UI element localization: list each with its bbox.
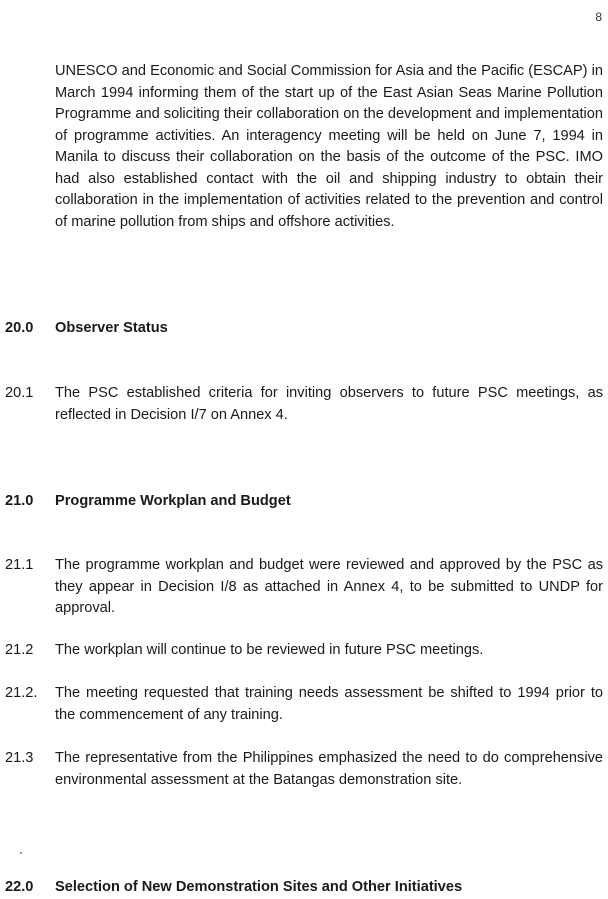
item-20-1-text: The PSC established criteria for inviting observers to future PSC meetings, as reflected in Decision I/7 on Annex 4.	[55, 385, 603, 423]
item-21-2b-number: 21.2.	[5, 685, 38, 701]
item-21-1-number: 21.1	[5, 557, 34, 573]
section-22-title: Selection of New Demonstration Sites and Other Initiatives	[55, 879, 463, 895]
item-21-2-number: 21.2	[5, 642, 34, 658]
item-21-2-text: The workplan will continue to be reviewed in future PSC meetings.	[55, 642, 484, 658]
scan-speck	[20, 852, 22, 854]
section-21-number: 21.0	[5, 493, 34, 509]
section-20-number: 20.0	[5, 320, 34, 336]
section-20-title: Observer Status	[55, 320, 168, 336]
page-number: 8	[595, 10, 602, 24]
item-21-3-text: The representative from the Philippines emphasized the need to do comprehensive environmental assessment at the Batangas demonstration site.	[55, 750, 603, 788]
item-21-2b-text: The meeting requested that training needs assessment be shifted to 1994 prior to the commencement of any training.	[55, 685, 603, 723]
item-20-1-number: 20.1	[5, 385, 34, 401]
item-21-3-number: 21.3	[5, 750, 34, 766]
item-21-1-text: The programme workplan and budget were reviewed and approved by the PSC as they appear in Decision I/8 as attached in Annex 4, to be submitted to UNDP for approval.	[55, 557, 603, 616]
intro-paragraph: UNESCO and Economic and Social Commission for Asia and the Pacific (ESCAP) in March 1994 informing them of the start up of the East Asian Seas Marine Pollution Programme and soliciting their collaboration on the development and implementation of programme activities. An interagency meeting will be held on June 7, 1994 in Manila to discuss their collaboration on the basis of the outcome of the PSC. IMO had also established contact with the oil and shipping industry to obtain their collaboration in the implementation of activities related to the prevention and control of marine pollution from ships and offshore activities.	[55, 63, 603, 230]
section-21-title: Programme Workplan and Budget	[55, 493, 291, 509]
section-22-number: 22.0	[5, 879, 34, 895]
